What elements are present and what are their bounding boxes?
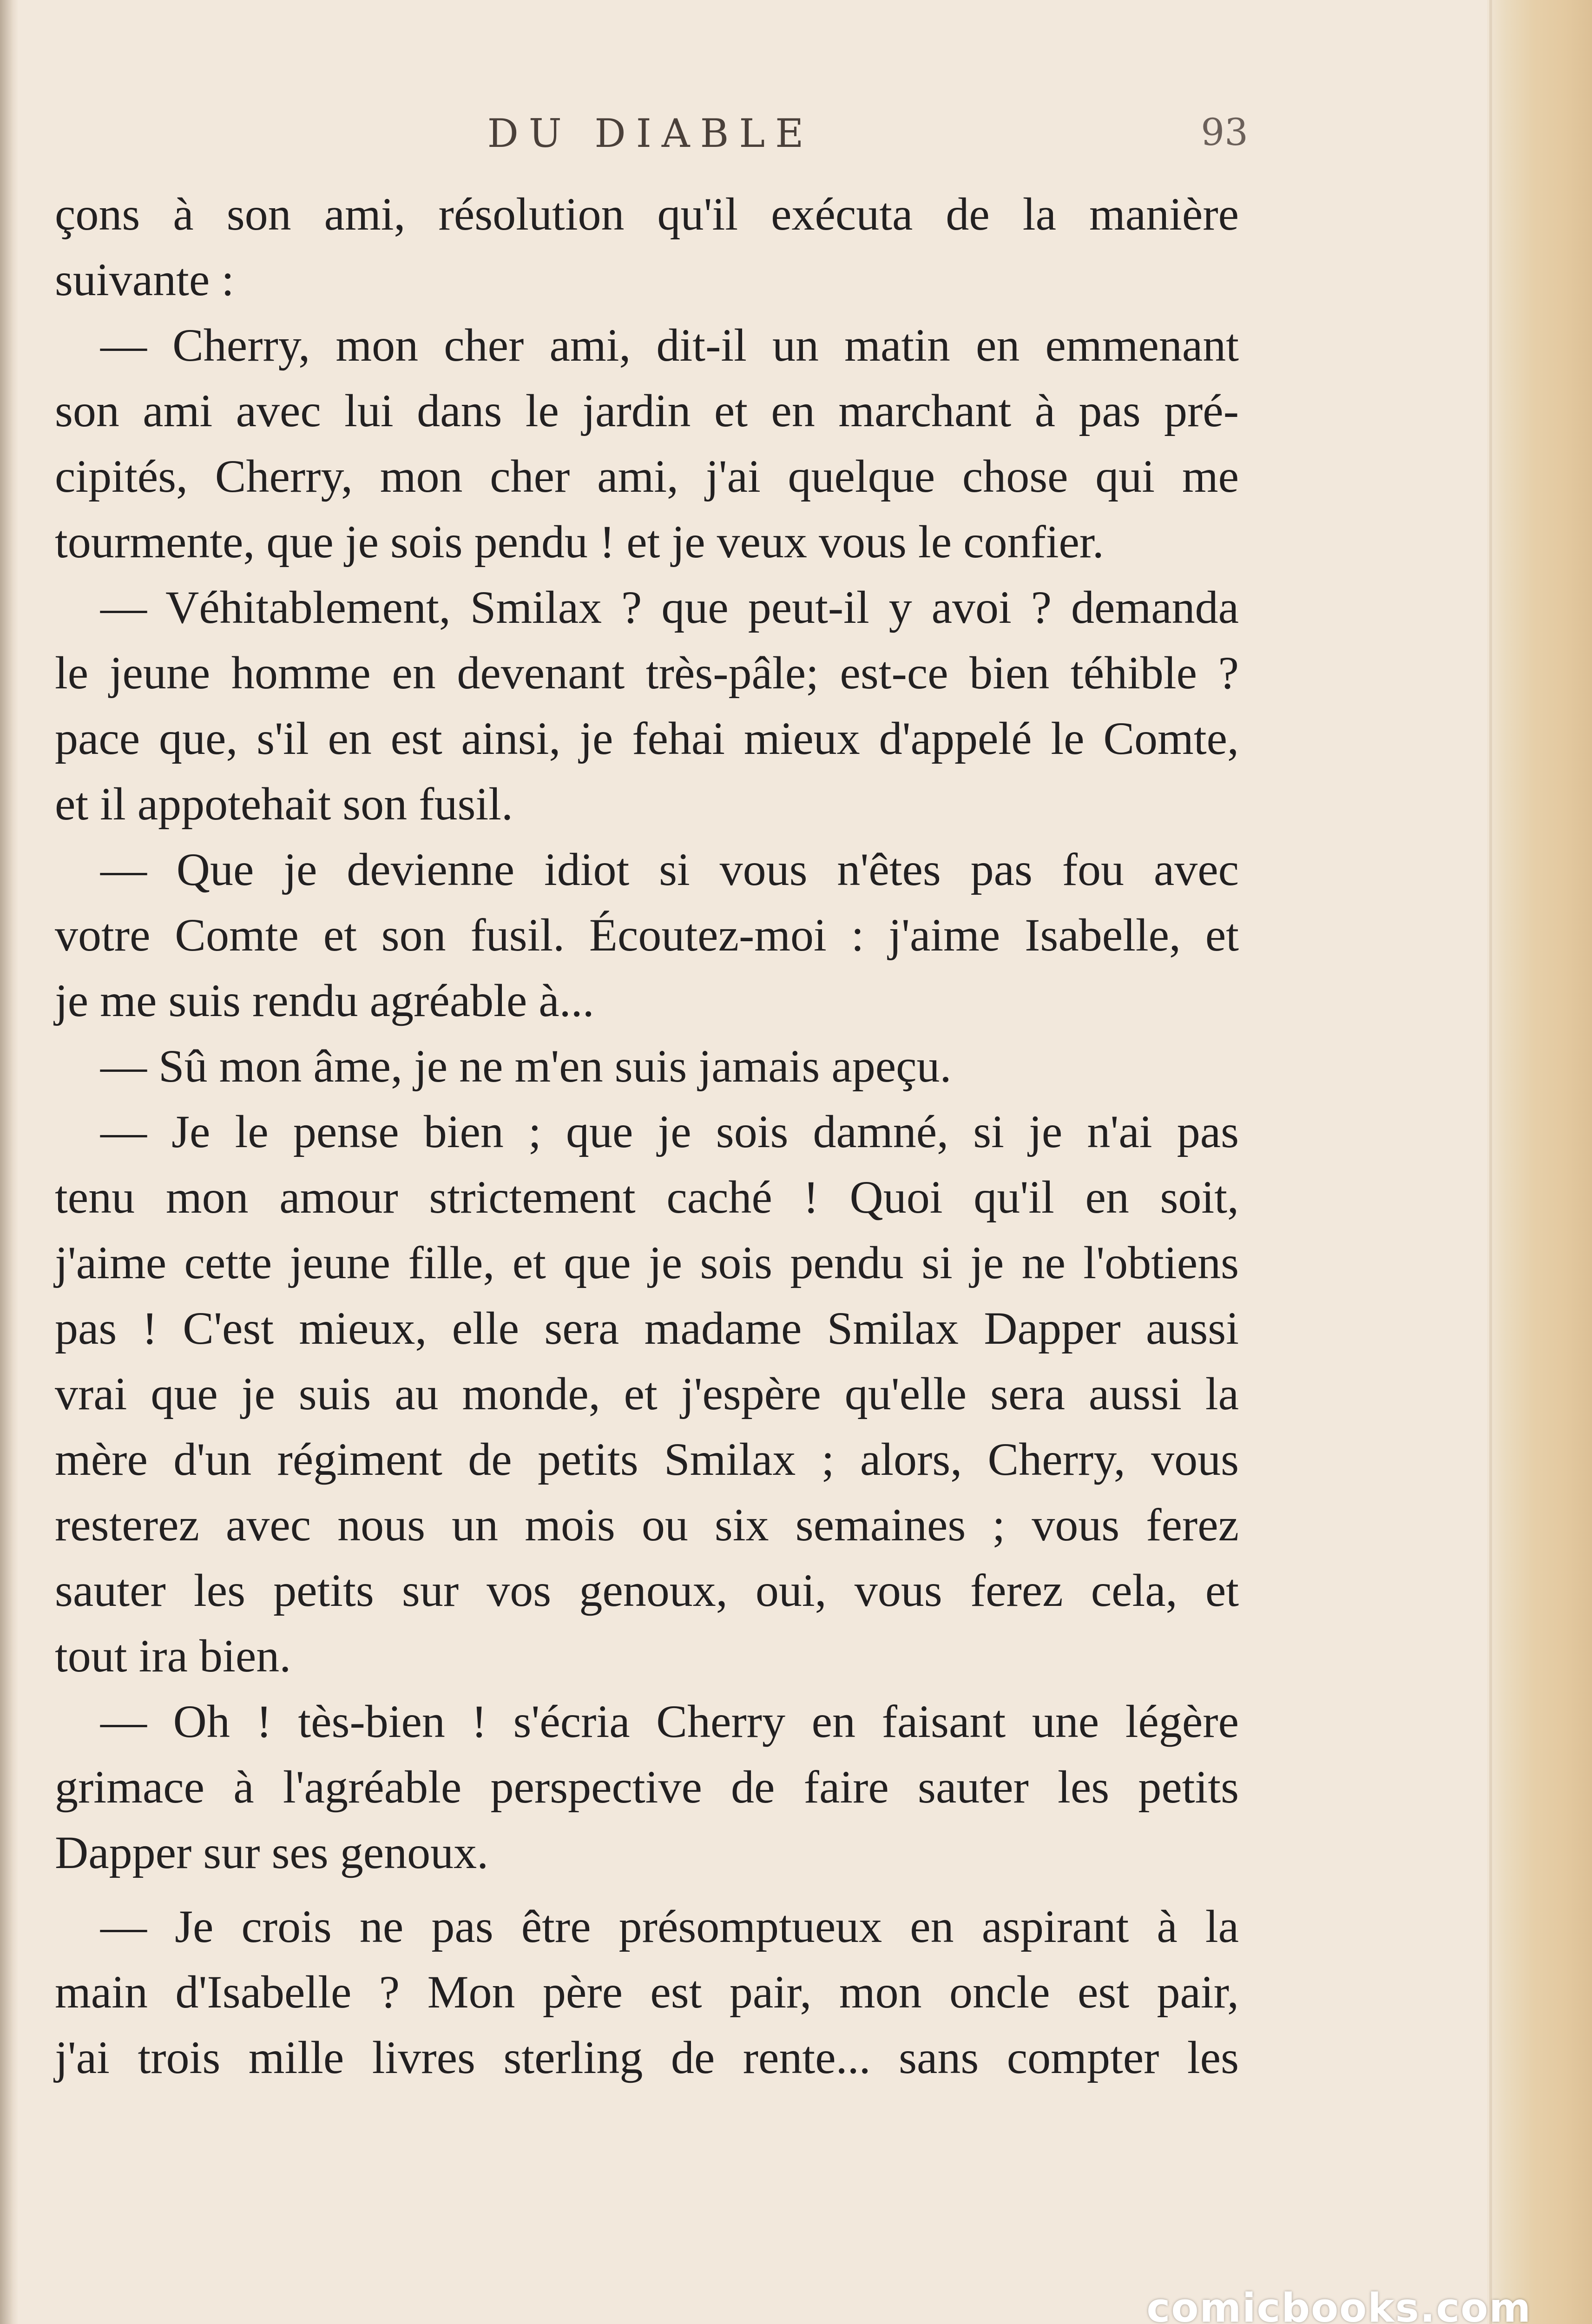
page-edge: [1487, 0, 1592, 2324]
text-line: grimace à l'agréable perspective de faire sauter les petits: [55, 1761, 1239, 1813]
text-line: et il appotehait son fusil.: [55, 778, 513, 830]
text-line: resterez avec nous un mois ou six semaines ; vous ferez: [55, 1499, 1239, 1551]
text-line: main d'Isabelle ? Mon père est pair, mon oncle est pair,: [55, 1966, 1239, 2018]
text-line: sauter les petits sur vos genoux, oui, vous ferez cela, et: [55, 1565, 1239, 1616]
text-line: — Que je devienne idiot si vous n'êtes pas fou avec: [100, 844, 1239, 895]
text-line: le jeune homme en devenant très-pâle; est-ce bien téhible ?: [55, 647, 1239, 699]
text-line: pace que, s'il en est ainsi, je fehai mieux d'appelé le Comte,: [55, 713, 1239, 764]
body-text: [55, 181, 1239, 2090]
text-line: — Je crois ne pas être présomptueux en aspirant à la: [100, 1901, 1239, 1952]
text-line: vrai que je suis au monde, et j'espère qu'elle sera aussi la: [55, 1368, 1239, 1419]
text-line: mère d'un régiment de petits Smilax ; alors, Cherry, vous: [55, 1433, 1239, 1485]
page-gutter-shadow: [0, 0, 19, 2324]
text-line: tout ira bien.: [55, 1630, 291, 1682]
paragraph-gap: [55, 1885, 1239, 1894]
text-line: — Je le pense bien ; que je sois damné, si je n'ai pas: [100, 1106, 1239, 1157]
text-line: cipités, Cherry, mon cher ami, j'ai quelque chose qui me: [55, 450, 1239, 502]
watermark: comicbooks.com: [1146, 2285, 1532, 2324]
text-line: — Véhitablement, Smilax ? que peut-il y avoi ? demanda: [100, 581, 1239, 633]
text-line: tenu mon amour strictement caché ! Quoi qu'il en soit,: [55, 1171, 1239, 1223]
text-line: son ami avec lui dans le jardin et en marchant à pas pré-: [55, 385, 1239, 436]
text-line: votre Comte et son fusil. Écoutez-moi : j'aime Isabelle, et: [55, 909, 1239, 961]
text-line: pas ! C'est mieux, elle sera madame Smilax Dapper aussi: [55, 1302, 1239, 1354]
text-line: çons à son ami, résolution qu'il exécuta de la manière: [55, 188, 1239, 240]
text-line: Dapper sur ses genoux.: [55, 1827, 489, 1878]
page-edge-line: [1489, 0, 1492, 2324]
text-line: suivante :: [55, 254, 235, 305]
text-line: j'ai trois mille livres sterling de rente... sans compter les: [55, 2032, 1239, 2083]
text-line: tourmente, que je sois pendu ! et je veux vous le confier.: [55, 516, 1104, 568]
text-line: — Cherry, mon cher ami, dit-il un matin en emmenant: [100, 319, 1239, 371]
text-line: j'aime cette jeune fille, et que je sois pendu si je ne l'obtiens: [55, 1237, 1239, 1288]
page-number: 93: [1201, 111, 1248, 154]
running-head: DU DIABLE: [487, 111, 814, 156]
text-line: je me suis rendu agréable à...: [55, 975, 594, 1026]
text-line: — Oh ! tès-bien ! s'écria Cherry en faisant une légère: [100, 1696, 1239, 1747]
text-line: — Sû mon âme, je ne m'en suis jamais apeçu.: [100, 1040, 952, 1092]
